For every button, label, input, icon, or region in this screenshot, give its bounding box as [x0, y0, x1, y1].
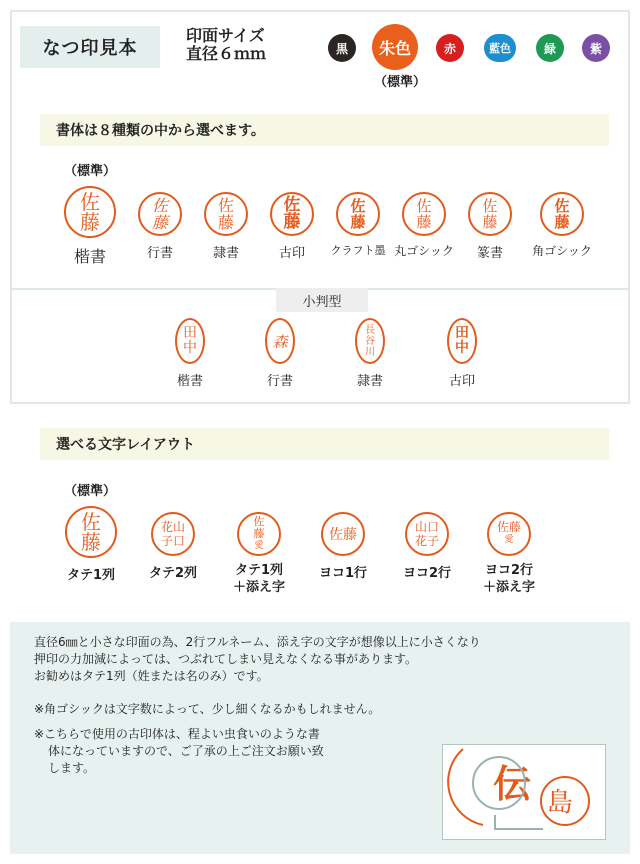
koban-label: 古印 — [448, 374, 475, 389]
layout-standard-note: （標準） — [64, 484, 117, 499]
layout-option-tate1-soeji[interactable] — [224, 506, 294, 596]
size-line-2: 直径６ｍｍ — [186, 44, 267, 63]
koban-stamp-kaisho: 田 中 — [175, 318, 205, 364]
layout-option-yoko2-soeji[interactable] — [474, 506, 544, 596]
koban-label: 隷書 — [356, 374, 383, 389]
layout-label: ヨコ2行 — [402, 566, 452, 581]
font-option-reisho[interactable] — [196, 186, 256, 261]
layout-option-tate2[interactable] — [140, 506, 206, 581]
koban-stamp-koin: 田 中 — [447, 318, 477, 364]
note-2: ※角ゴシックは文字数によって、少し細くなるかもしれません。 — [34, 702, 381, 716]
note-3: ※こちらで使用の古印体は、程よい虫食いのような書 体になっていますので、ご了承の上ご注文お願い致 します。 — [34, 727, 324, 775]
font-option-craft[interactable] — [328, 186, 388, 258]
size-info — [186, 27, 266, 63]
stamp-reisho: 佐 藤 — [204, 192, 248, 236]
stamp-maru: 佐 藤 — [402, 192, 446, 236]
stamp-craft: 佐 藤 — [336, 192, 380, 236]
layout-label: タテ1列 ＋添え字 — [232, 563, 285, 595]
font-option-gyosho[interactable] — [130, 186, 190, 261]
color-vermilion[interactable]: 朱色 — [372, 24, 418, 70]
notes-panel — [10, 622, 630, 854]
layout-option-yoko2[interactable] — [392, 506, 462, 581]
koban-option-koin[interactable] — [432, 318, 492, 389]
layout-label: ヨコ2行 ＋添え字 — [482, 563, 535, 595]
stamp-kaku: 佐 藤 — [540, 192, 584, 236]
layout-stamp-tate1-soeji: 佐 藤 愛 — [237, 512, 281, 556]
color-black[interactable]: 黒 — [328, 34, 356, 62]
font-label: 丸ゴシック — [394, 244, 454, 258]
font-label: 角ゴシック — [532, 244, 592, 258]
koban-stamp-gyosho: 森 — [265, 318, 295, 364]
font-section-heading: 書体は８種類の中から選べます。 — [40, 114, 609, 146]
font-option-kaisho[interactable] — [60, 186, 120, 267]
layout-stamp-yoko2-soeji: 佐藤 愛 — [487, 512, 531, 556]
koban-option-reisho[interactable] — [340, 318, 400, 389]
font-option-kaku[interactable] — [526, 186, 598, 259]
koban-option-gyosho[interactable] — [250, 318, 310, 389]
stamp-tensho: 佐 藤 — [468, 192, 512, 236]
color-green[interactable]: 緑 — [536, 34, 564, 62]
color-purple[interactable]: 紫 — [582, 34, 610, 62]
standard-color-label: （標準） — [374, 75, 427, 90]
koin-sample-image — [442, 744, 606, 840]
koban-stamp-reisho: 長 谷 川 — [355, 318, 385, 364]
layout-stamp-tate1: 佐 藤 — [65, 506, 117, 558]
stamp-kaisho: 佐 藤 — [64, 186, 116, 238]
note-1: 直径6㎜と小さな印面の為、2行フルネーム、添え字の文字が想像以上に小さくなり 押印の力加減によっては、つぶれてしまい見えなくなる事があります。 お勧めはタテ1列（姓または名のみ）です。 — [34, 635, 481, 683]
layout-label: タテ2列 — [148, 566, 198, 581]
size-line-1: 印面サイズ — [186, 26, 265, 45]
layout-label: タテ1列 — [66, 568, 116, 583]
font-label: 隷書 — [212, 246, 239, 261]
layout-stamp-tate2: 花山 子口 — [151, 512, 195, 556]
font-standard-note: （標準） — [64, 164, 117, 179]
page-title: なつ印見本 — [20, 26, 160, 68]
color-red[interactable]: 赤 — [436, 34, 464, 62]
sample-char-1: 伝 — [493, 761, 532, 806]
font-label: 篆書 — [476, 246, 503, 261]
font-label: 行書 — [146, 246, 173, 261]
layout-option-tate1[interactable] — [58, 506, 124, 583]
font-label: 楷書 — [73, 247, 106, 266]
koin-sample-illustration — [443, 745, 605, 839]
koban-label: 行書 — [266, 374, 293, 389]
layout-option-yoko1[interactable] — [308, 506, 378, 581]
layout-section-heading: 選べる文字レイアウト — [40, 428, 609, 460]
stamp-gyosho: 佐 藤 — [138, 192, 182, 236]
font-option-tensho[interactable] — [460, 186, 520, 261]
font-label: 古印 — [278, 246, 305, 261]
layout-stamp-yoko1: 佐藤 — [321, 512, 365, 556]
font-option-maru[interactable] — [394, 186, 454, 259]
font-option-koin[interactable] — [262, 186, 322, 261]
layout-label: ヨコ1行 — [318, 566, 368, 581]
koban-option-kaisho[interactable] — [160, 318, 220, 389]
sample-char-2: 島 — [547, 788, 574, 818]
koban-tag: 小判型 — [276, 288, 368, 312]
color-options — [326, 24, 626, 74]
font-label: クラフト墨 — [330, 244, 386, 257]
stamp-koin: 佐 藤 — [270, 192, 314, 236]
color-indigo[interactable]: 藍色 — [484, 34, 516, 62]
koban-label: 楷書 — [176, 374, 203, 389]
layout-stamp-yoko2: 山口 花子 — [405, 512, 449, 556]
